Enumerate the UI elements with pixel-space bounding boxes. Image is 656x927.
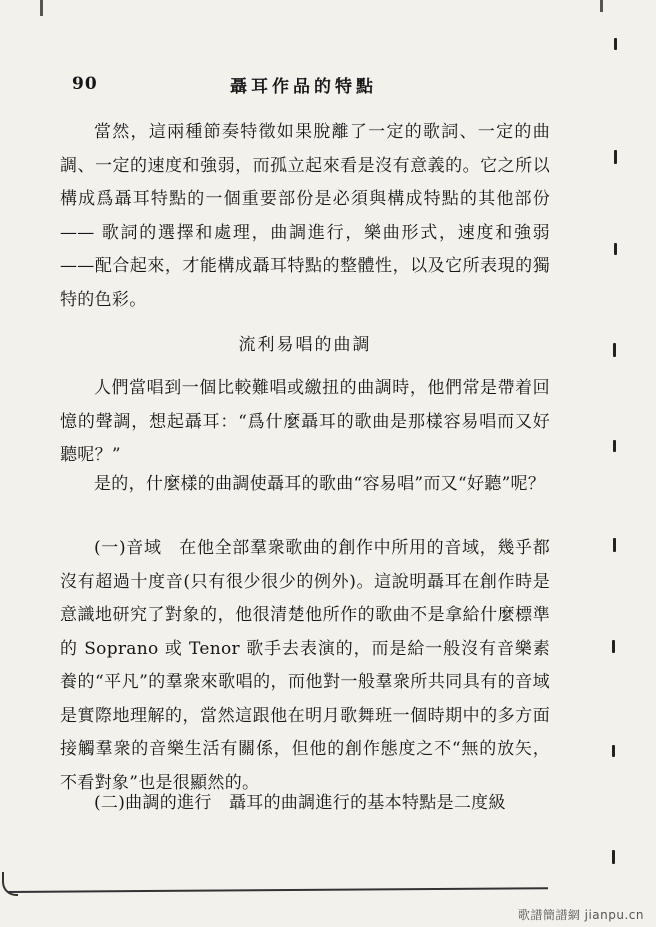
binding-mark xyxy=(613,440,616,452)
binding-mark xyxy=(614,150,617,164)
page-header xyxy=(60,74,550,102)
page-bottom-edge xyxy=(8,887,548,893)
page-number: 90 xyxy=(72,74,98,94)
section-title: 流利易唱的曲調 xyxy=(238,335,372,355)
scan-edge-mark xyxy=(40,0,43,16)
binding-mark xyxy=(614,38,617,50)
watermark: 歌譜簡譜網 jianpu.cn xyxy=(517,908,644,922)
binding-mark xyxy=(612,745,615,757)
paragraph: 是的，什麼樣的曲調使聶耳的歌曲“容易唱”而又“好聽”呢？ xyxy=(94,474,546,494)
paragraph: 當然，這兩種節奏特徵如果脫離了一定的歌詞、一定的曲調、一定的速度和強弱，而孤立起來看是沒有意義的。它之所以構成爲聶耳特點的一個重要部份是必須與構成特點的其他部份 —— 歌詞的選擇和處理，曲調進行，樂曲形式，速度和強弱——配合起來，才能構成聶耳特點的整體性，以及它所表現的獨特的色彩。 xyxy=(60,122,550,310)
binding-mark xyxy=(612,640,615,653)
paragraph: (二)曲調的進行 聶耳的曲調進行的基本特點是二度級 xyxy=(94,793,506,813)
scan-edge-mark xyxy=(600,0,603,12)
paragraph: 人們當唱到一個比較難唱或繳扭的曲調時，他們常是帶着回憶的聲調，想起聶耳：“爲什麼聶耳的歌曲是那樣容易唱而又好聽呢？” xyxy=(60,378,550,465)
paragraph: (一)音域 在他全部羣衆歌曲的創作中所用的音域，幾乎都沒有超過十度音(只有很少很少的例外)。這說明聶耳在創作時是意識地研究了對象的，他很清楚他所作的歌曲不是拿給什麼標準的 Soprano 或 Tenor 歌手去表演的，而是給一般沒有音樂素養的“平凡”的羣衆來歌唱的，而他對一般羣衆所共同具有的音域是實際地理解的，當然這跟他在明月歌舞班一個時期中的多方面接觸羣衆的音樂生活有關係，但他的創作態度之不“無的放矢，不看對象”也是很顯然的。 xyxy=(60,538,550,793)
binding-mark xyxy=(612,850,615,864)
running-title: 聶耳作品的特點 xyxy=(230,77,377,97)
binding-mark xyxy=(613,538,616,552)
binding-mark xyxy=(613,343,616,357)
binding-mark xyxy=(614,243,617,255)
